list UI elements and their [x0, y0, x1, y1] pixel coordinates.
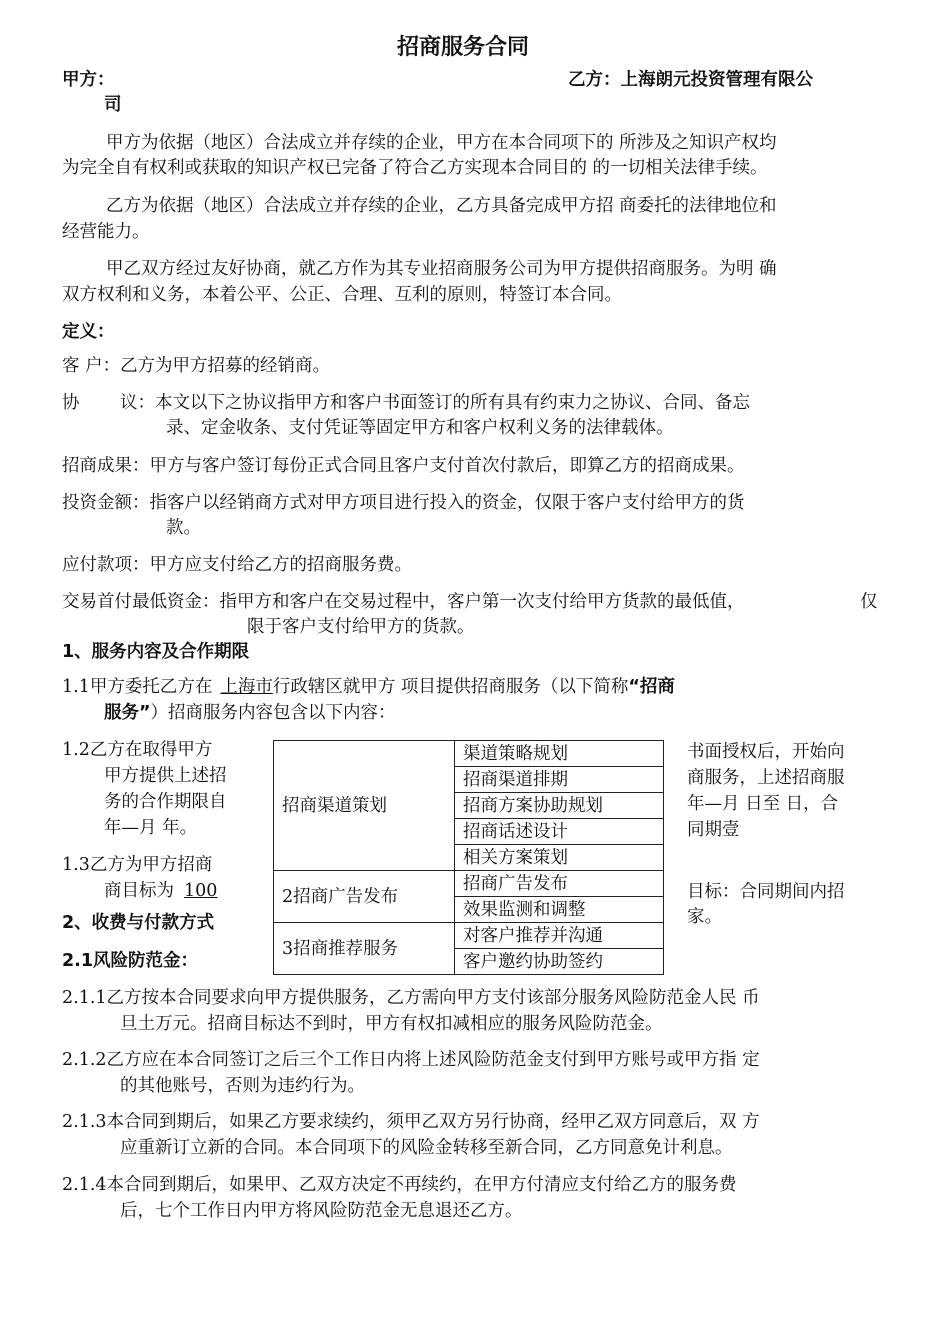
party-b-label: 乙方：上海朗元投资管理有限公 [568, 70, 813, 90]
clause-2-1-1-line2: 旦土万元。招商目标达不到时，甲方有权扣减相应的服务风险防范金。 [120, 1014, 663, 1034]
table-category-1: 招商渠道策划 [274, 741, 455, 871]
definition-payable: 应付款项：甲方应支付给乙方的招商服务费。 [62, 555, 412, 575]
table-item: 渠道策略规划 [455, 741, 664, 767]
section1-heading: 1、服务内容及合作期限 [62, 642, 250, 662]
clause-1-1-rest: ）招商服务内容包含以下内容： [150, 703, 396, 723]
clause-1-3-left-1: 1.3乙方为甲方招商 [62, 855, 213, 875]
intro-p2-line2: 经营能力。 [62, 222, 150, 242]
clause-2-1-2-line1: 2.1.2乙方应在本合同签订之后三个工作日内将上述风险防范金支付到甲方账号或甲方指 定 [62, 1050, 760, 1070]
table-category-2: 2招商广告发布 [274, 871, 455, 923]
clause-2-1-3-line2: 应重新订立新的合同。本合同项下的风险金转移至新合同，乙方同意免计利息。 [120, 1138, 733, 1158]
clause-1-2-right-4: 同期壹 [687, 820, 740, 840]
clause-2-1-4-line2: 后，七个工作日内甲方将风险防范金无息退还乙方。 [120, 1201, 523, 1221]
clause-1-2-right-1: 书面授权后，开始向 [687, 742, 845, 762]
clause-1-1-city: 上海市 [220, 677, 273, 697]
clause-2-1-3-line1: 2.1.3本合同到期后，如果乙方要求续约，须甲乙双方另行协商，经甲乙双方同意后，双 方 [62, 1112, 760, 1132]
clause-1-1-prefix: 1.1甲方委托乙方在 [62, 677, 213, 697]
section2-heading: 2、收费与付款方式 [62, 913, 215, 933]
definitions-heading: 定义： [62, 322, 115, 342]
clause-1-1-bold-tail: 服务” [104, 703, 151, 723]
clause-1-1-line2 [104, 703, 396, 723]
definition-min-fund-line1: 交易首付最低资金：指甲方和客户在交易过程中，客户第一次支付给甲方货款的最低值， [62, 592, 745, 612]
party-b-wrap: 司 [104, 95, 122, 115]
intro-p1-line2: 为完全自有权利或获取的知识产权已完备了符合乙方实现本合同目的 的一切相关法律手续。 [62, 158, 768, 178]
service-content-table [273, 740, 664, 975]
table-item: 客户邀约协助签约 [455, 949, 664, 975]
clause-2-1-1-line1: 2.1.1乙方按本合同要求向甲方提供服务，乙方需向甲方支付该部分服务风险防范金人民 币 [62, 988, 760, 1008]
clause-1-2-left-4: 年—月 年。 [104, 818, 198, 838]
table-category-3: 3招商推荐服务 [274, 923, 455, 975]
clause-1-1-middle: 行政辖区就甲方 项目提供招商服务（以下简称 [272, 677, 629, 697]
table-item: 招商渠道排期 [455, 767, 664, 793]
clause-1-1-line1 [62, 677, 675, 697]
definition-agreement-line1: 议：本文以下之协议指甲方和客户书面签订的所有具有约束力之协议、合同、备忘 [120, 393, 750, 413]
definition-agreement-line2: 录、定金收条、支付凭证等固定甲方和客户权利义务的法律载体。 [166, 418, 674, 438]
definition-investment-line2: 款。 [166, 518, 201, 538]
definition-min-fund-tail: 仅 [860, 592, 878, 612]
clause-2-1-4-line1: 2.1.4本合同到期后，如果甲、乙双方决定不再续约，在甲方付清应支付给乙方的服务费 [62, 1175, 737, 1195]
clause-1-2-left-2: 甲方提供上述招 [104, 766, 227, 786]
clause-1-3-right-2: 家。 [687, 907, 722, 927]
table-item: 招商广告发布 [455, 871, 664, 897]
clause-1-3-target-value: 100 [184, 881, 218, 901]
clause-1-1-bold: “招商 [628, 677, 675, 697]
party-a-label: 甲方： [62, 70, 115, 90]
intro-p3-line2: 双方权利和义务，本着公平、公正、合理、互利的原则，特签订本合同。 [62, 285, 622, 305]
clause-2-1-2-line2: 的其他账号，否则为违约行为。 [120, 1076, 365, 1096]
table-row [274, 871, 664, 897]
clause-1-2-right-3: 年—月 日至 日，合 [687, 794, 839, 814]
table-row [274, 741, 664, 767]
definition-customer: 客 户：乙方为甲方招募的经销商。 [62, 356, 331, 376]
clause-1-3-target-label: 商目标为 [104, 881, 174, 901]
definition-result: 招商成果：甲方与客户签订每份正式合同且客户支付首次付款后，即算乙方的招商成果。 [62, 456, 745, 476]
clause-1-2-left-3: 务的合作期限自 [104, 792, 227, 812]
document-title: 招商服务合同 [397, 35, 530, 60]
table-item: 效果监测和调整 [455, 897, 664, 923]
intro-p1-line1: 甲方为依据（地区）合法成立并存续的企业，甲方在本合同项下的 所涉及之知识产权均 [106, 133, 777, 153]
definition-investment-line1: 投资金额：指客户以经销商方式对甲方项目进行投入的资金，仅限于客户支付给甲方的货 [62, 493, 745, 513]
table-item: 相关方案策划 [455, 845, 664, 871]
intro-p3-line1: 甲乙双方经过友好协商，就乙方作为其专业招商服务公司为甲方提供招商服务。为明 确 [106, 259, 777, 279]
definition-min-fund-line2: 限于客户支付给甲方的货款。 [247, 617, 475, 637]
table-item: 对客户推荐并沟通 [455, 923, 664, 949]
clause-1-2-left-1: 1.2乙方在取得甲方 [62, 740, 213, 760]
definition-agreement-label: 协 [62, 393, 80, 413]
section2-1-heading: 2.1风险防范金： [62, 951, 199, 971]
clause-1-3-left-2 [104, 881, 217, 901]
intro-p2-line1: 乙方为依据（地区）合法成立并存续的企业，乙方具备完成甲方招 商委托的法律地位和 [106, 196, 777, 216]
table-item: 招商话述设计 [455, 819, 664, 845]
clause-1-3-right-1: 目标：合同期间内招 [687, 882, 845, 902]
table-row [274, 923, 664, 949]
table-item: 招商方案协助规划 [455, 793, 664, 819]
clause-1-2-right-2: 商服务，上述招商服 [687, 768, 845, 788]
